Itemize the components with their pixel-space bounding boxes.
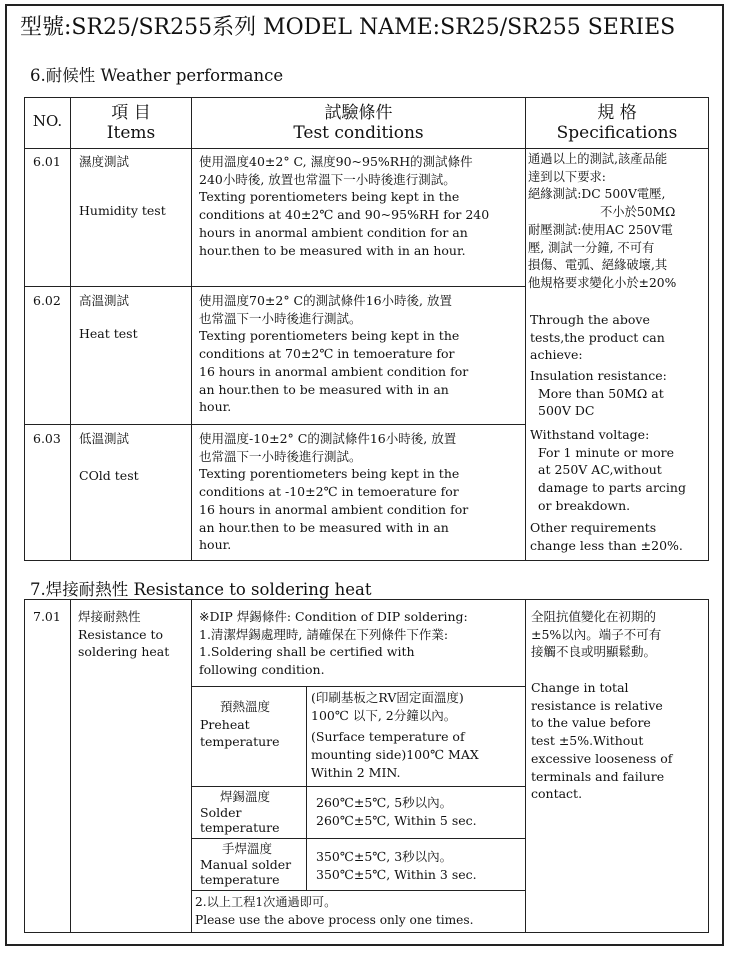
row-item-en: Heat test bbox=[79, 326, 138, 341]
preheat-value: (印刷基板之RV固定面溫度) 100℃ 以下, 2分鐘以內。 (Surface temperature of mounting side)100℃ MAX Within 2 MIN. bbox=[311, 690, 479, 780]
preheat-label: 預熱溫度 Preheat temperature bbox=[200, 699, 280, 750]
header-test-conditions: 試驗條件 Test conditions bbox=[293, 103, 424, 143]
row-item: 焊接耐熱性 Resistance to soldering heat bbox=[78, 609, 170, 660]
row-no: 7.01 bbox=[33, 609, 61, 624]
model-title: 型號:SR25/SR255系列 MODEL NAME:SR25/SR255 SERIES bbox=[20, 15, 676, 40]
row-conditions: 使用溫度-10±2° C的測試條件16小時後, 放置 也常溫下一小時後進行測試。 Texting porentiometers being kept in the conditions at -10±2℃ in temoerature for 16 hours in anormal ambient condition for an hour.then to be measured with in an hour. bbox=[199, 431, 469, 553]
soldering-footer: 2.以上工程1次通過即可。 Please use the above process only one times. bbox=[195, 895, 474, 927]
manual-solder-label: 手焊溫度 Manual solder temperature bbox=[200, 841, 292, 887]
row-conditions: 使用溫度70±2° C的測試條件16小時後, 放置 也常溫下一小時後進行測試。 Texting porentiometers being kept in the conditions at 70±2℃ in temoerature for 16 hours in anormal ambient condition for an hour.then to be measured with in an hour. bbox=[199, 293, 469, 415]
header-specifications: 規 格 Specifications bbox=[556, 103, 678, 143]
row-conditions: 使用溫度40±2° C, 濕度90~95%RH的測試條件 240小時後, 放置也常溫下一小時後進行測試。 Texting porentiometers being kept in the conditions at 40±2℃ and 90~95%RH for 240 hours in anormal ambient condition for an hour.then to be measured with in an hour. bbox=[199, 154, 490, 258]
spec-zh: 通過以上的測試,該產品能 達到以下要求: 絕緣測試:DC 500V電壓, 不小於50MΩ 耐壓測試:使用AC 250V電 壓, 測試一分鐘, 不可有 損傷、電弧、絕緣破壞,其 他規格要求變化小於±20% bbox=[528, 152, 677, 290]
row-no: 6.03 bbox=[33, 431, 61, 446]
header-no: NO. bbox=[32, 112, 63, 130]
spec-en: Change in total resistance is relative to the value before test ±5%.Without excessive looseness of terminals and failure contact. bbox=[531, 680, 673, 802]
header-items: 項 目 Items bbox=[106, 103, 156, 143]
row-item-zh: 濕度測試 bbox=[79, 154, 130, 169]
soldering-table bbox=[24, 599, 709, 933]
row-no: 6.02 bbox=[33, 293, 61, 308]
spec-zh: 全阻抗值變化在初期的 ±5%以內。端子不可有 接觸不良或明顯鬆動。 bbox=[531, 609, 662, 660]
spec-en-withstand: Withstand voltage: For 1 minute or more at 250V AC,without damage to parts arcing or breakdown. bbox=[530, 427, 686, 513]
row-no: 6.01 bbox=[33, 154, 61, 169]
solder-value: 260℃±5℃, 5秒以內。 260℃±5℃, Within 5 sec. bbox=[316, 795, 477, 828]
section-7-heading: 7.焊接耐熱性 Resistance to soldering heat bbox=[30, 580, 372, 599]
soldering-intro: ※DIP 焊錫條件: Condition of DIP soldering: 1.清潔焊錫處理時, 請確保在下列條件下作業: 1.Soldering shall be certified with following condition. bbox=[199, 609, 468, 678]
row-item-zh: 低溫測試 bbox=[79, 431, 130, 446]
spec-en-other: Other requirements change less than ±20%. bbox=[530, 520, 683, 553]
manual-solder-value: 350℃±5℃, 3秒以內。 350℃±5℃, Within 3 sec. bbox=[316, 849, 477, 882]
row-item-en: Humidity test bbox=[79, 203, 166, 218]
row-item-en: COld test bbox=[79, 468, 139, 483]
section-6-heading: 6.耐候性 Weather performance bbox=[30, 66, 284, 85]
solder-label: 焊錫溫度 Solder temperature bbox=[200, 789, 280, 835]
row-item-zh: 高溫測試 bbox=[79, 293, 130, 308]
spec-en-summary: Through the above tests,the product can achieve: bbox=[530, 312, 665, 363]
weather-table bbox=[24, 97, 709, 561]
spec-en-insulation: Insulation resistance: More than 50MΩ at 500V DC bbox=[530, 368, 667, 419]
